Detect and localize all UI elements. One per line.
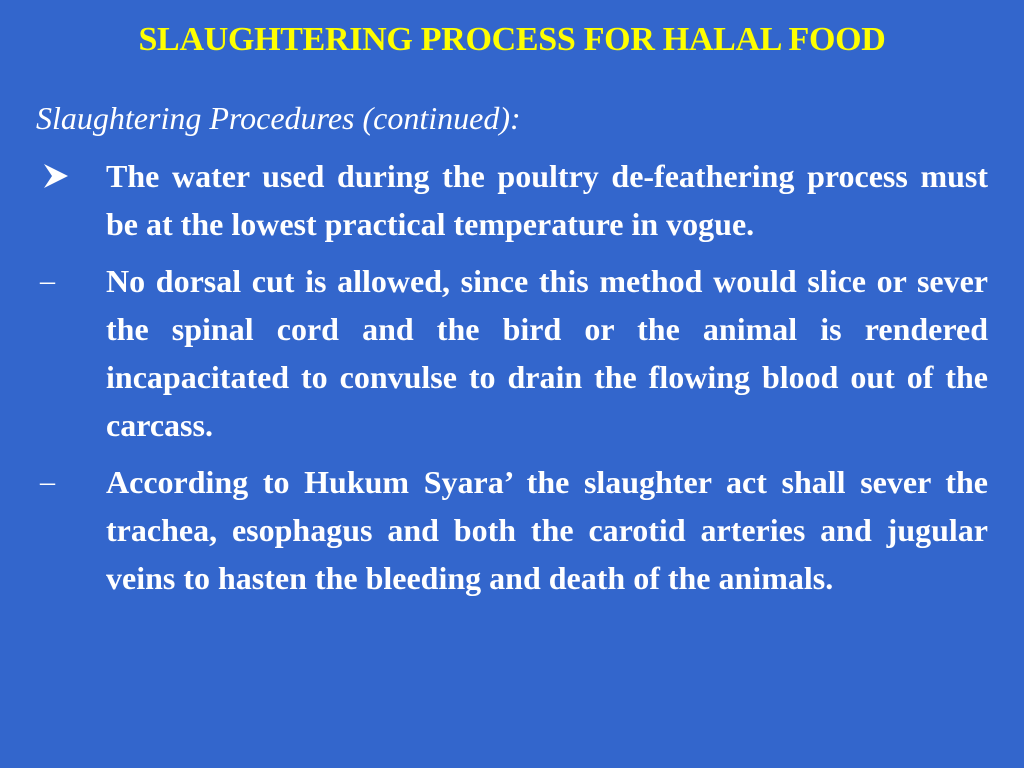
slide-title: SLAUGHTERING PROCESS FOR HALAL FOOD bbox=[138, 21, 886, 58]
dash-marker: – bbox=[40, 465, 55, 498]
dash-marker: – bbox=[40, 264, 55, 297]
bullet-list bbox=[36, 152, 988, 611]
bullet-text: According to Hukum Syara’ the slaughter act shall sever the trachea, esophagus and both the carotid arteries and jugular veins to hasten the bleeding and death of the animals. bbox=[106, 464, 988, 596]
bullet-text: The water used during the poultry de-feathering process must be at the lowest practical temperature in vogue. bbox=[106, 158, 988, 242]
slide-subtitle: Slaughtering Procedures (continued): bbox=[36, 100, 521, 136]
bullet-item bbox=[36, 152, 988, 248]
bullet-text: No dorsal cut is allowed, since this method would slice or sever the spinal cord and the bird or the animal is rendered incapacitated to convulse to drain the flowing blood out of the carcass. bbox=[106, 263, 988, 443]
bullet-item bbox=[36, 458, 988, 602]
bullet-item bbox=[36, 257, 988, 449]
arrow-head-icon bbox=[36, 152, 76, 200]
